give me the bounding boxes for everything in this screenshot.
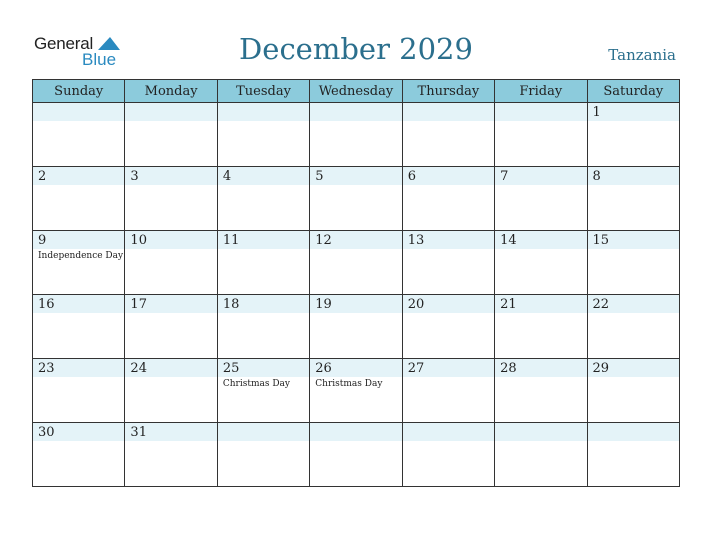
- day-number-band: [33, 103, 124, 121]
- week-row: [33, 103, 680, 167]
- weekday-header: Wednesday: [310, 80, 402, 103]
- day-number-band: [33, 167, 124, 185]
- day-cell[interactable]: [402, 295, 494, 359]
- day-cell[interactable]: [125, 423, 217, 487]
- day-cell[interactable]: [125, 359, 217, 423]
- day-number: 26: [315, 361, 332, 376]
- day-cell[interactable]: [310, 231, 402, 295]
- day-cell[interactable]: [33, 103, 125, 167]
- day-number-band: [218, 423, 309, 441]
- day-cell[interactable]: [402, 423, 494, 487]
- day-number: 25: [222, 361, 240, 376]
- holiday-label: Christmas Day: [222, 379, 290, 389]
- day-cell[interactable]: [217, 295, 309, 359]
- day-number-band: [588, 167, 679, 185]
- day-cell[interactable]: [495, 167, 587, 231]
- day-cell[interactable]: [217, 423, 309, 487]
- day-number: 16: [38, 297, 55, 312]
- day-number-band: [310, 423, 401, 441]
- weekday-header: Monday: [125, 80, 217, 103]
- day-number-band: [310, 167, 401, 185]
- day-number: 4: [222, 169, 232, 184]
- day-cell[interactable]: [310, 423, 402, 487]
- day-cell[interactable]: [495, 295, 587, 359]
- holiday-label: Independence Day: [38, 251, 124, 261]
- day-number-band: [125, 103, 216, 121]
- day-number: 31: [130, 425, 147, 440]
- day-number: 13: [407, 233, 425, 248]
- day-number: 14: [500, 233, 517, 248]
- day-cell[interactable]: [495, 359, 587, 423]
- day-number: 1: [592, 105, 601, 120]
- day-number-band: [33, 231, 124, 249]
- day-number: 28: [500, 361, 517, 376]
- week-row: [33, 359, 680, 423]
- day-cell[interactable]: [310, 103, 402, 167]
- holiday-label: Christmas Day: [315, 379, 383, 389]
- day-number: 29: [592, 361, 610, 376]
- day-cell[interactable]: [217, 167, 309, 231]
- country-label: Tanzania: [608, 46, 676, 64]
- day-number: 19: [315, 297, 332, 312]
- weekday-header: Tuesday: [217, 80, 309, 103]
- day-number-band: [218, 103, 309, 121]
- day-number-band: [310, 103, 401, 121]
- day-number-band: [495, 103, 586, 121]
- day-number: 5: [315, 169, 324, 184]
- weekday-header: Friday: [495, 80, 587, 103]
- day-number: 15: [592, 233, 610, 248]
- logo-word-general: General: [34, 34, 94, 53]
- day-number-band: [403, 167, 494, 185]
- day-number-band: [403, 103, 494, 121]
- day-number-band: [125, 167, 216, 185]
- weekday-header-row: [33, 80, 680, 103]
- day-number: 23: [38, 361, 55, 376]
- day-cell[interactable]: [587, 231, 679, 295]
- day-cell[interactable]: [402, 231, 494, 295]
- day-cell[interactable]: [33, 423, 125, 487]
- day-number: 22: [592, 297, 610, 312]
- day-cell[interactable]: [402, 359, 494, 423]
- week-row: [33, 167, 680, 231]
- day-cell[interactable]: [495, 231, 587, 295]
- week-row: [33, 423, 680, 487]
- week-row: [33, 295, 680, 359]
- day-number-band: [218, 167, 309, 185]
- day-cell[interactable]: [310, 359, 402, 423]
- day-cell[interactable]: [495, 423, 587, 487]
- day-cell[interactable]: [402, 103, 494, 167]
- day-number-band: [588, 423, 679, 441]
- day-number: 21: [500, 297, 517, 312]
- day-number: 3: [130, 169, 139, 184]
- day-number: 2: [38, 169, 47, 184]
- logo-word-blue: Blue: [82, 50, 117, 69]
- day-cell[interactable]: [495, 103, 587, 167]
- day-number: 6: [407, 169, 416, 184]
- day-cell[interactable]: [217, 103, 309, 167]
- calendar-title: December 2029: [239, 32, 473, 66]
- day-cell[interactable]: [587, 103, 679, 167]
- day-cell[interactable]: [33, 231, 125, 295]
- day-number: 18: [222, 297, 240, 312]
- day-number: 8: [592, 169, 601, 184]
- day-cell[interactable]: [33, 295, 125, 359]
- day-cell[interactable]: [217, 231, 309, 295]
- weekday-header: Saturday: [587, 80, 679, 103]
- day-cell[interactable]: [217, 359, 309, 423]
- day-number-band: [495, 423, 586, 441]
- day-cell[interactable]: [587, 359, 679, 423]
- calendar-grid: [32, 79, 680, 487]
- day-number-band: [403, 423, 494, 441]
- day-cell[interactable]: [310, 167, 402, 231]
- day-number: 30: [38, 425, 55, 440]
- day-cell[interactable]: [125, 295, 217, 359]
- day-cell[interactable]: [125, 231, 217, 295]
- day-cell[interactable]: [33, 167, 125, 231]
- day-number: 7: [500, 169, 509, 184]
- day-cell[interactable]: [310, 295, 402, 359]
- day-cell[interactable]: [125, 103, 217, 167]
- day-cell[interactable]: [33, 359, 125, 423]
- day-cell[interactable]: [587, 423, 679, 487]
- day-number: 20: [407, 297, 425, 312]
- day-cell[interactable]: [125, 167, 217, 231]
- day-cell[interactable]: [402, 167, 494, 231]
- day-number: 10: [130, 233, 147, 248]
- day-number: 12: [315, 233, 332, 248]
- day-number: 9: [38, 233, 47, 248]
- day-number: 17: [130, 297, 147, 312]
- day-number: 11: [222, 233, 240, 248]
- day-number: 27: [407, 361, 425, 376]
- weekday-header: Thursday: [402, 80, 494, 103]
- day-cell[interactable]: [587, 167, 679, 231]
- day-number: 24: [130, 361, 147, 376]
- weekday-header: Sunday: [33, 80, 125, 103]
- week-row: [33, 231, 680, 295]
- day-cell[interactable]: [587, 295, 679, 359]
- day-number-band: [588, 103, 679, 121]
- day-number-band: [495, 167, 586, 185]
